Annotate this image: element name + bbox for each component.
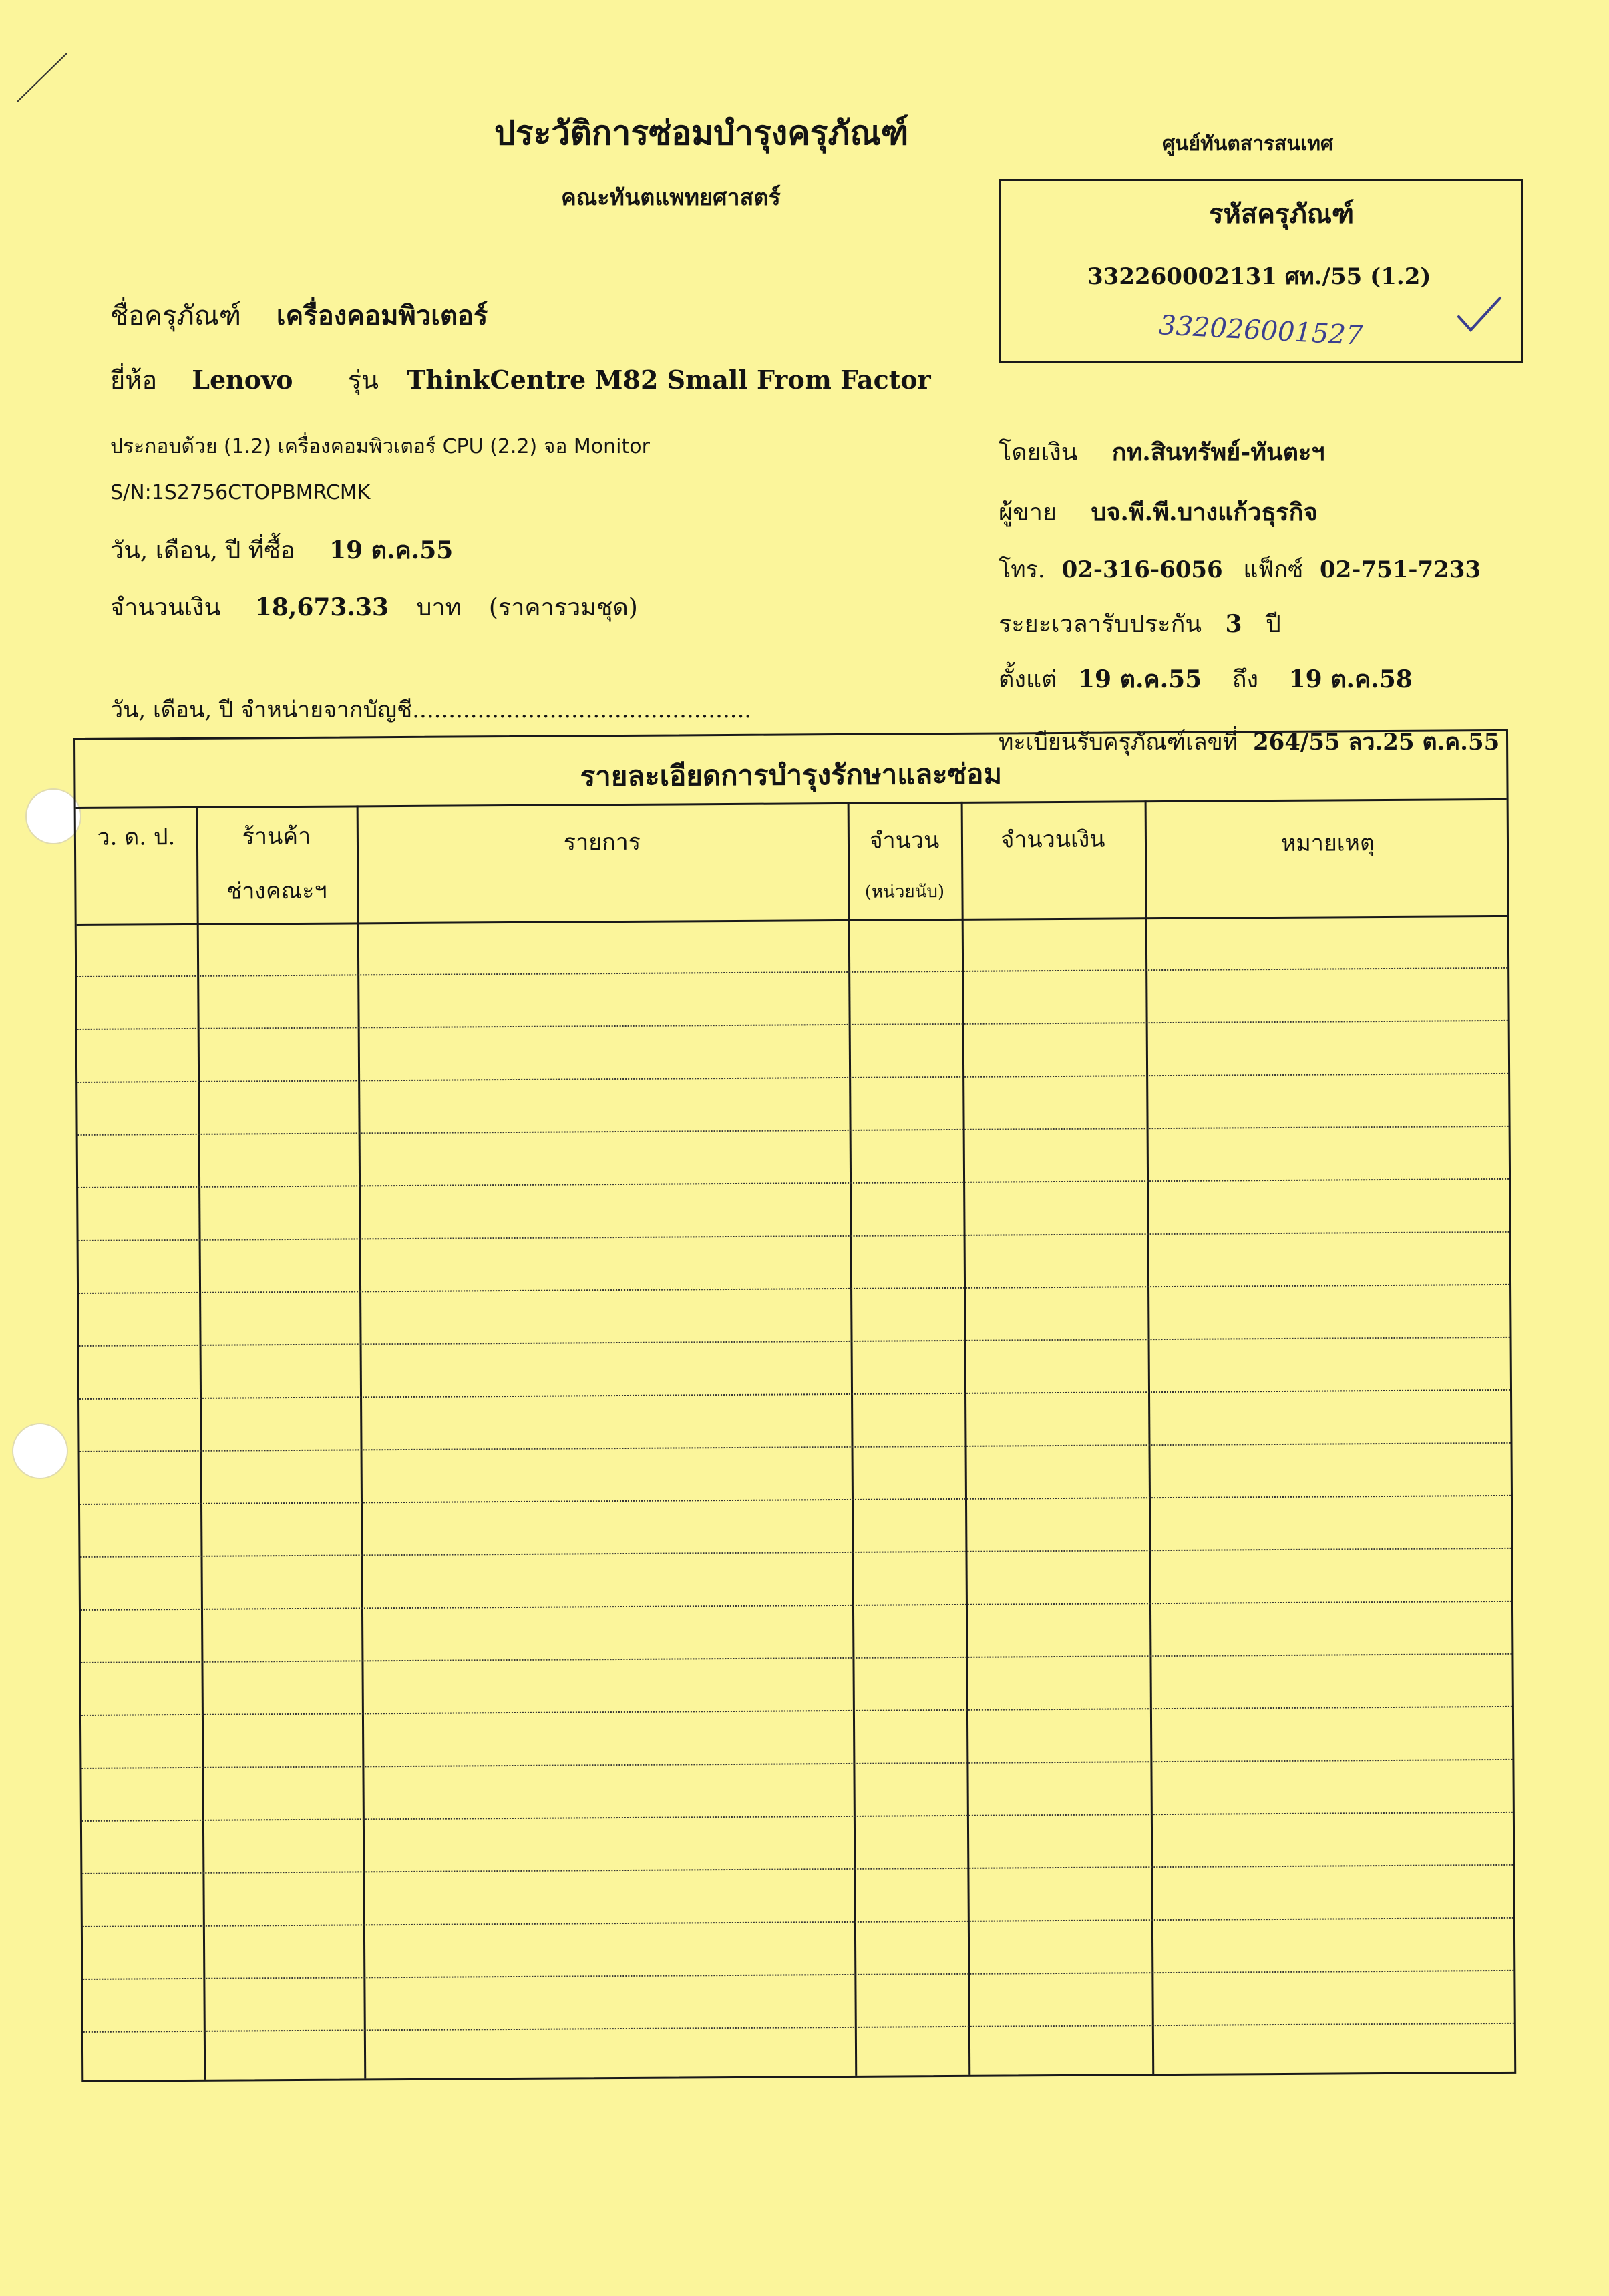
table-row: [81, 1601, 1511, 1611]
fund-row: [999, 433, 1325, 471]
table-row: [81, 1653, 1511, 1663]
warranty-period-row: [999, 660, 1413, 698]
fax-value: 02-751-7233: [1319, 556, 1481, 583]
asset-name-row: [110, 294, 488, 337]
from-value: 19 ต.ค.55: [1078, 665, 1202, 693]
phone-row: [999, 551, 1481, 587]
model-label: รุ่น: [347, 365, 379, 395]
to-value: 19 ต.ค.58: [1288, 665, 1413, 693]
column-divider: [1145, 800, 1155, 2074]
column-divider: [848, 802, 858, 2076]
serial-number: S/N:1S2756CTOPBMRCMK: [110, 481, 371, 504]
purchase-date-label: วัน, เดือน, ปี ที่ซื้อ: [110, 537, 295, 564]
phone-label: โทร.: [999, 556, 1045, 583]
center-name: ศูนย์ทันตสารสนเทศ: [1162, 132, 1334, 156]
brand-row: [110, 359, 931, 400]
fax-label: แฟ็กซ์: [1243, 556, 1304, 583]
column-header-shop-line1: ร้านค้า: [242, 822, 311, 850]
table-row: [79, 1389, 1510, 1400]
pen-mark: [12, 47, 72, 107]
brand-label: ยี่ห้อ: [110, 365, 158, 395]
table-row: [79, 1284, 1509, 1294]
table-row: [81, 1759, 1512, 1769]
amount-value: 18,673.33: [254, 593, 389, 621]
column-divider: [961, 802, 971, 2075]
warranty-row: [999, 605, 1281, 643]
disposal-date-field: วัน, เดือน, ปี จำหน่ายจากบัญชี...............................................: [110, 697, 752, 723]
warranty-unit: ปี: [1265, 611, 1281, 638]
warranty-label: ระยะเวลารับประกัน: [999, 611, 1202, 638]
asset-code-title: รหัสครุภัณฑ์: [1209, 198, 1355, 230]
brand-value: Lenovo: [192, 365, 293, 395]
column-header-date: ว. ด. ป.: [97, 824, 176, 851]
table-row: [80, 1495, 1511, 1505]
registry-label: ทะเบียนรับครุภัณฑ์เลขที่: [999, 729, 1238, 756]
composition-text: ประกอบด้วย (1.2) เครื่องคอมพิวเตอร์ CPU (2.2) จอ Monitor: [110, 435, 650, 458]
asset-code-value: 332260002131 ศท./55 (1.2): [1087, 263, 1431, 290]
registry-value: 264/55 ลว.25 ต.ค.55: [1253, 729, 1500, 756]
asset-name-label: ชื่อครุภัณฑ์: [110, 301, 242, 331]
table-row: [82, 1864, 1513, 1874]
punch-hole: [25, 788, 81, 844]
table-row: [77, 1073, 1508, 1083]
to-label: ถึง: [1232, 666, 1259, 693]
amount-label: จำนวนเงิน: [110, 594, 221, 621]
header-bottom-line: [77, 915, 1507, 926]
asset-name-value: เครื่องคอมพิวเตอร์: [276, 300, 488, 331]
table-row: [80, 1442, 1511, 1452]
fund-label: โดยเงิน: [999, 439, 1078, 466]
table-title: รายละเอียดการบำรุงรักษาและซ่อม: [580, 757, 1003, 793]
column-header-amount: จำนวนเงิน: [1001, 826, 1105, 854]
column-header-shop-line2: ช่างคณะฯ: [226, 877, 327, 905]
table-row: [83, 1917, 1513, 1927]
seller-row: [999, 493, 1318, 531]
checkmark-icon: [1456, 294, 1503, 334]
column-header-qty-line2: (หน่วยนับ): [864, 882, 945, 903]
phone-value: 02-316-6056: [1061, 556, 1223, 583]
table-row: [78, 1126, 1509, 1136]
fund-value: กท.สินทรัพย์-ทันตะฯ: [1111, 438, 1325, 466]
table-row: [77, 1020, 1508, 1030]
table-row: [81, 1706, 1512, 1716]
column-header-qty: [848, 822, 962, 906]
amount-unit: บาท: [416, 594, 462, 621]
faculty-name: คณะทันตแพทยศาสตร์: [561, 184, 781, 211]
table-row: [79, 1231, 1509, 1241]
column-header-remark: หมายเหตุ: [1280, 830, 1375, 857]
table-row: [78, 1178, 1509, 1188]
table-row: [83, 2023, 1514, 2033]
amount-note: (ราคารวมชุด): [488, 594, 638, 621]
handwritten-code: 332026001527: [1158, 310, 1364, 351]
punch-hole: [12, 1423, 68, 1479]
column-divider: [196, 806, 206, 2080]
table-row: [82, 1812, 1513, 1822]
column-divider: [357, 805, 367, 2078]
purchase-date-row: [110, 531, 453, 569]
table-row: [77, 967, 1507, 977]
maintenance-table: [73, 729, 1516, 2082]
amount-row: [110, 588, 638, 626]
warranty-value: 3: [1225, 610, 1242, 638]
purchase-date-value: 19 ต.ค.55: [329, 536, 454, 564]
seller-value: บจ.พี.พี.บางแก้วธุรกิจ: [1091, 498, 1318, 526]
from-label: ตั้งแต่: [999, 666, 1057, 693]
column-header-shop: [196, 817, 357, 909]
table-row: [79, 1337, 1510, 1347]
column-header-qty-line1: จำนวน: [869, 827, 940, 854]
table-row: [80, 1548, 1511, 1558]
column-header-item: รายการ: [563, 828, 641, 856]
table-row: [83, 1970, 1513, 1980]
seller-label: ผู้ขาย: [999, 499, 1057, 526]
model-value: ThinkCentre M82 Small From Factor: [407, 365, 931, 395]
page-title: ประวัติการซ่อมบำรุงครุภัณฑ์: [494, 113, 909, 152]
